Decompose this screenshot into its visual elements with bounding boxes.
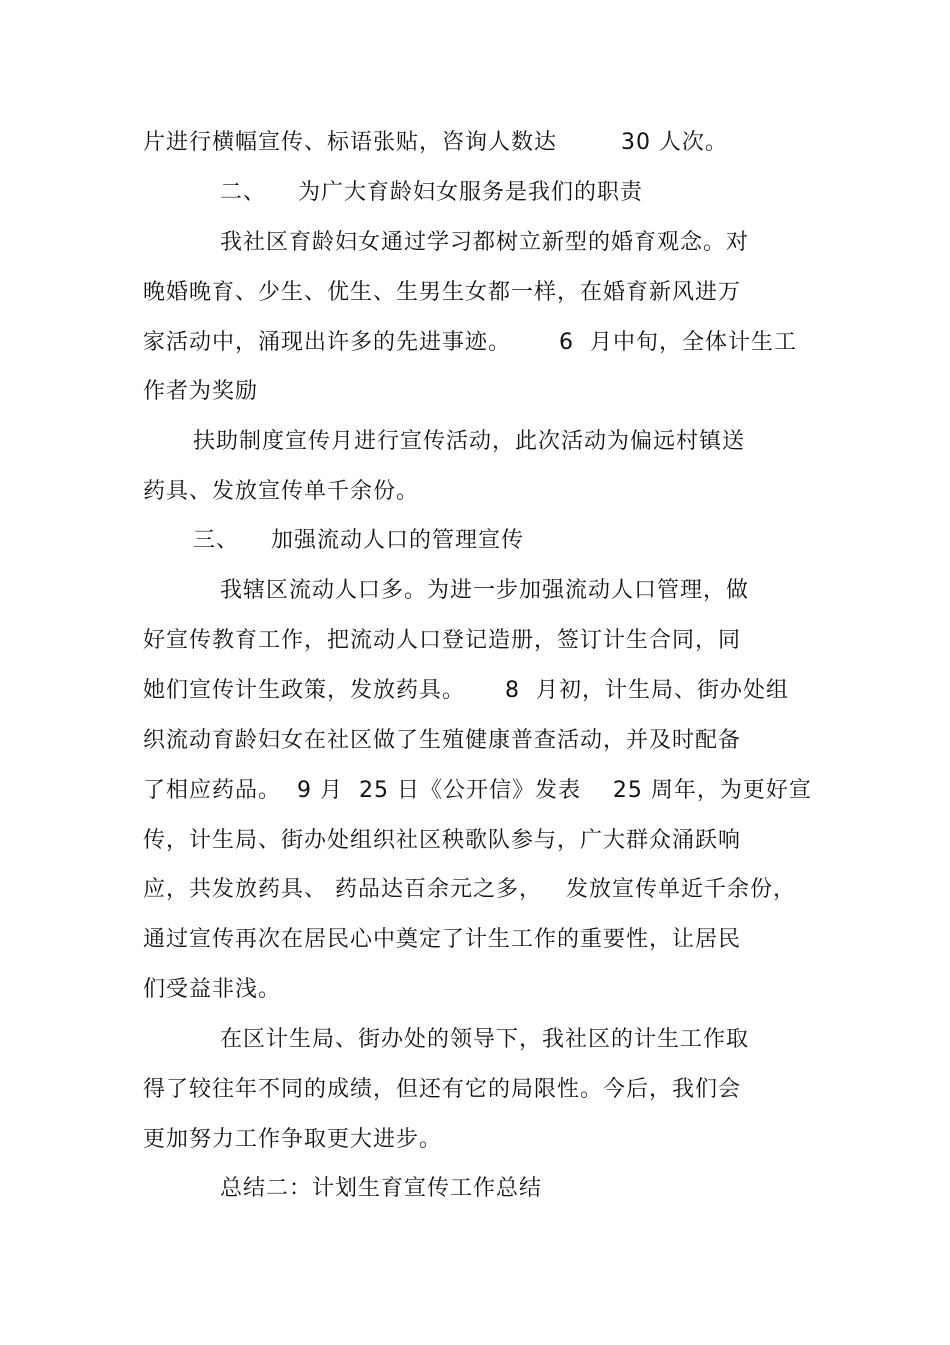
body-line: 片进行横幅宣传、标语张贴，咨询人数达 30 人次。 — [143, 130, 728, 155]
body-line: 药具、发放宣传单千余份。 — [143, 479, 420, 504]
section-heading: 二、 为广大育龄妇女服务是我们的职责 — [220, 180, 643, 205]
body-line: 更加努力工作争取更大进步。 — [143, 1127, 443, 1152]
section-title: 总结二：计划生育宣传工作总结 — [220, 1176, 543, 1201]
body-line: 们受益非浅。 — [143, 977, 282, 1002]
body-line: 了相应药品。 9 月 25 日《公开信》发表 25 周年，为更好宣 — [143, 778, 812, 803]
body-line: 好宣传教育工作，把流动人口登记造册，签订计生合同，同 — [143, 628, 742, 653]
body-line: 她们宣传计生政策，发放药具。 8 月初，计生局、街办处组 — [143, 678, 789, 703]
body-line: 通过宣传再次在居民心中奠定了计生工作的重要性，让居民 — [143, 927, 742, 952]
body-line: 晚婚晚育、少生、优生、生男生女都一样，在婚育新风进万 — [143, 280, 742, 305]
body-line: 扶助制度宣传月进行宣传活动，此次活动为偏远村镇送 — [193, 429, 746, 454]
body-line: 应，共发放药具、 药品达百余元之多， 发放宣传单近千余份， — [143, 877, 796, 902]
body-line: 作者为奖励 — [143, 379, 259, 404]
body-line: 我社区育龄妇女通过学习都树立新型的婚育观念。对 — [220, 230, 750, 255]
body-line: 家活动中，涌现出许多的先进事迹。 6 月中旬，全体计生工 — [143, 330, 797, 355]
body-line: 得了较往年不同的成绩，但还有它的局限性。今后，我们会 — [143, 1077, 742, 1102]
body-line: 在区计生局、街办处的领导下，我社区的计生工作取 — [220, 1027, 750, 1052]
body-line: 我辖区流动人口多。为进一步加强流动人口管理，做 — [220, 578, 750, 603]
section-heading: 三、 加强流动人口的管理宣传 — [193, 528, 524, 553]
body-line: 传，计生局、街办处组织社区秧歌队参与，广大群众涌跃响 — [143, 828, 742, 853]
body-line: 织流动育龄妇女在社区做了生殖健康普查活动，并及时配备 — [143, 728, 742, 753]
